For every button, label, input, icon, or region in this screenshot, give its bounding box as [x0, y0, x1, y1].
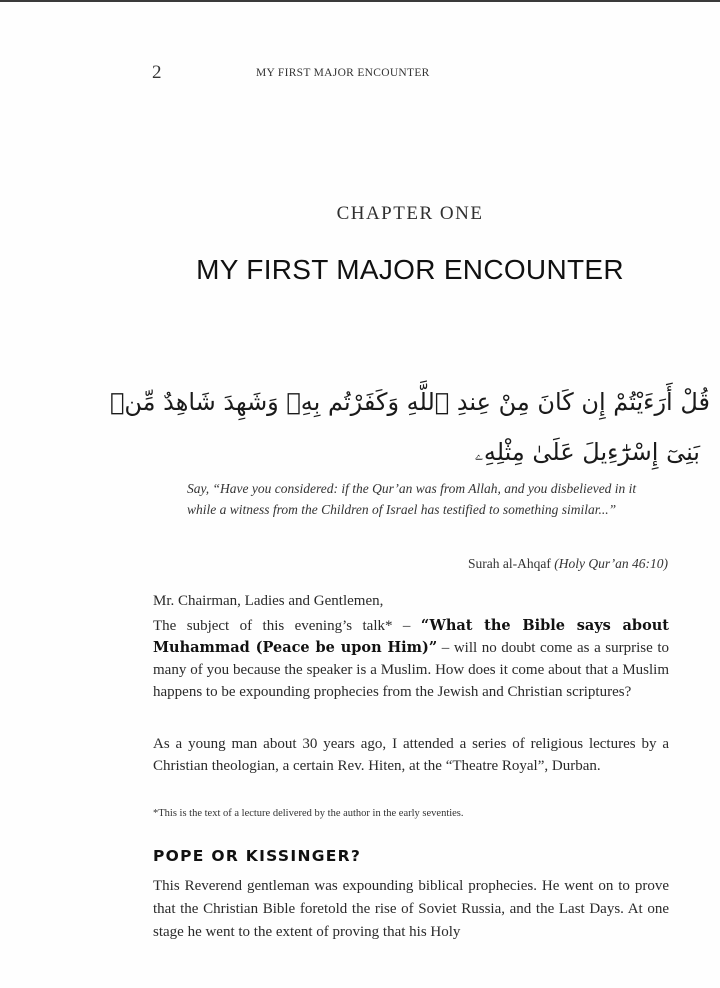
paragraph-reverend: This Reverend gentleman was expounding biblical prophecies. He went on to prove that the Christian Bible foretold the rise of Soviet Russia, and the Last Days. At one stage he went to the extent of proving that his Holy — [153, 878, 669, 940]
running-head — [150, 62, 650, 86]
citation-source: Surah al-Ahqaf — [468, 556, 551, 571]
para1-start: The subject of this evening’s talk* – — [153, 618, 421, 634]
footnote: *This is the text of a lecture delivered by the author in the early seventies. — [153, 808, 464, 819]
top-edge-rule — [0, 0, 720, 2]
verse-translation: Say, “Have you considered: if the Qur’an was from Allah, and you disbelieved in it while a witness from the Children of Israel has testified to something similar...” — [187, 481, 637, 517]
arabic-verse-line-1: قُلْ أَرَءَيْتُمْ إِن كَانَ مِنْ عِندِ ٱللَّهِ وَكَفَرْتُم بِهِۦ وَشَهِدَ شَاهِدٌ مِّنۢ — [109, 388, 710, 416]
greeting-paragraph: Mr. Chairman, Ladies and Gentlemen, — [153, 593, 384, 609]
page-number: 2 — [152, 62, 162, 83]
chapter-title: MY FIRST MAJOR ENCOUNTER — [196, 254, 624, 285]
section-heading: POPE OR KISSINGER? — [153, 847, 362, 865]
para1-end: – will no doubt come as a surprise to many of you because the speaker is a Muslim. How does it come about that a Muslim happens to be expounding prophecies from the Jewish and Christian scriptures? — [153, 640, 669, 700]
citation-reference: (Holy Qur’an 46:10) — [554, 556, 668, 571]
paragraph-talk-subject — [153, 615, 669, 703]
verse-citation — [300, 556, 668, 572]
paragraph-young-man: As a young man about 30 years ago, I attended a series of religious lectures by a Christian theologian, a certain Rev. Hiten, at the “Theatre Royal”, Durban. — [153, 736, 669, 774]
talk-title-bold: “What the Bible says about Muhammad (Peace be upon Him)” — [153, 617, 669, 656]
chapter-label: CHAPTER ONE — [336, 203, 484, 224]
running-title: MY FIRST MAJOR ENCOUNTER — [256, 67, 430, 79]
arabic-verse-line-2: بَنِىٓ إِسْرَٰٓءِيلَ عَلَىٰ مِثْلِهِۦ — [474, 438, 700, 466]
